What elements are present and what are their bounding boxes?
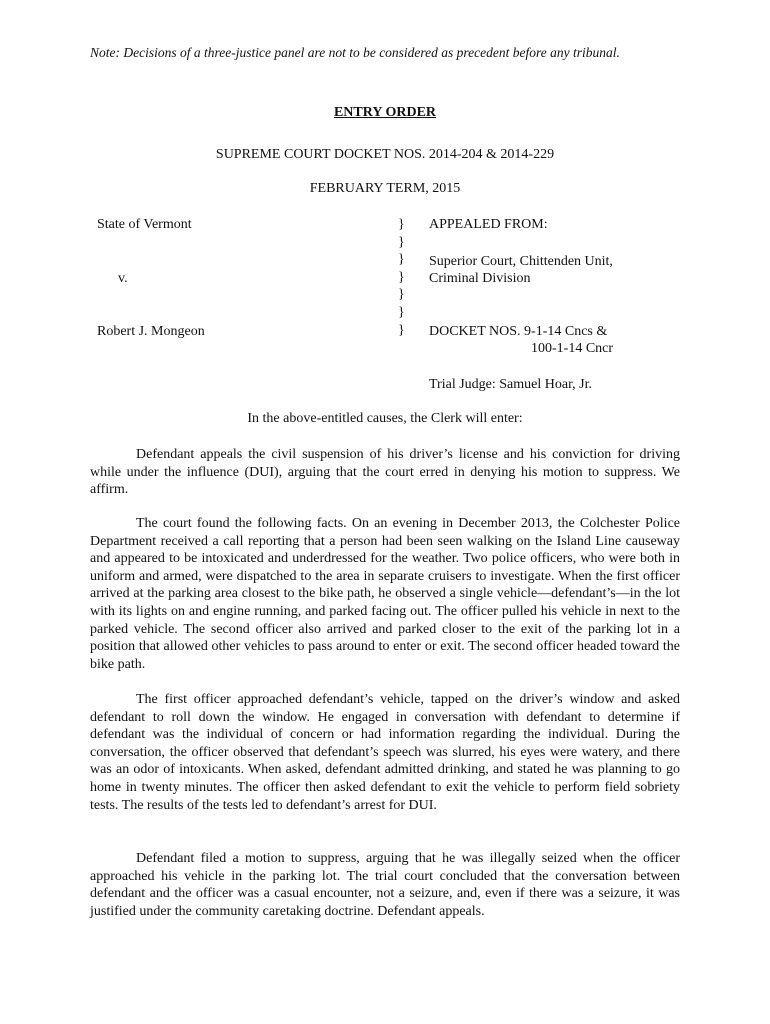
trial-judge: Trial Judge: Samuel Hoar, Jr.	[429, 377, 593, 392]
brace: }	[398, 234, 405, 250]
paragraph-4: Defendant filed a motion to suppress, arguing that he was illegally seized when the officer approached his vehicle in the parking lot. The trial court concluded that the conversation between defendant and the officer was a casual encounter, not a seizure, and, even if there was a seizure, it was justified under the community caretaking doctrine. Defendant appeals.	[90, 851, 680, 919]
court-line-1: Superior Court, Chittenden Unit,	[429, 254, 613, 269]
clerk-intro: In the above-entitled causes, the Clerk will enter:	[247, 411, 523, 426]
paragraph-2: The court found the following facts. On an evening in December 2013, the Colchester Police Department received a call reporting that a person had been seen walking on the Island Line causeway and appeared to be intoxicated and underdressed for the weather. Two police officers, who were both in uniform and armed, were dispatched to the area in separate cruisers to investigate. When the first officer arrived at the parking area closest to the bike path, he observed a single vehicle—defendant’s—in the lot with its lights on and engine running, and parked facing out. The officer pulled his vehicle in next to the parked vehicle. The second officer also arrived and parked closer to the exit of the parking lot in a position that allowed other vehicles to pass around to enter or exit. The second officer headed toward the bike path.	[90, 516, 680, 672]
brace: }	[398, 252, 405, 268]
caption-plaintiff: State of Vermont	[97, 217, 192, 232]
appealed-from-label: APPEALED FROM:	[429, 217, 548, 232]
brace: }	[398, 269, 405, 285]
caption-versus: v.	[118, 271, 128, 286]
paragraph-1: Defendant appeals the civil suspension of his driver’s license and his conviction for driving while under the influence (DUI), arguing that the court erred in denying his motion to suppress. We affirm.	[90, 447, 680, 498]
caption-defendant: Robert J. Mongeon	[97, 324, 205, 339]
brace: }	[398, 322, 405, 338]
precedent-note: Note: Decisions of a three-justice panel are not to be considered as precedent before any tribunal.	[90, 45, 620, 60]
caption-braces	[398, 216, 405, 339]
docket-nos-line-2: 100-1-14 Cncr	[531, 341, 614, 356]
court-line-2: Criminal Division	[429, 271, 531, 286]
paragraph-3: The first officer approached defendant’s vehicle, tapped on the driver’s window and asked defendant to roll down the window. He engaged in conversation with defendant to determine if defendant was the individual of concern or had information regarding the individual. During the conversation, the officer observed that defendant’s speech was slurred, his eyes were watery, and there was an odor of intoxicants. When asked, defendant admitted drinking, and stated he was planning to go home in twenty minutes. The officer then asked defendant to exit the vehicle to perform field sobriety tests. The results of the tests led to defendant’s arrest for DUI.	[90, 692, 680, 813]
document-title: ENTRY ORDER	[333, 105, 437, 120]
docket-nos-line-1: DOCKET NOS. 9-1-14 Cncs &	[429, 324, 608, 339]
brace: }	[398, 287, 405, 303]
docket-line: SUPREME COURT DOCKET NOS. 2014-204 & 2014-229	[215, 147, 555, 162]
term-line: FEBRUARY TERM, 2015	[309, 181, 461, 196]
brace: }	[398, 304, 405, 320]
brace: }	[398, 217, 405, 232]
